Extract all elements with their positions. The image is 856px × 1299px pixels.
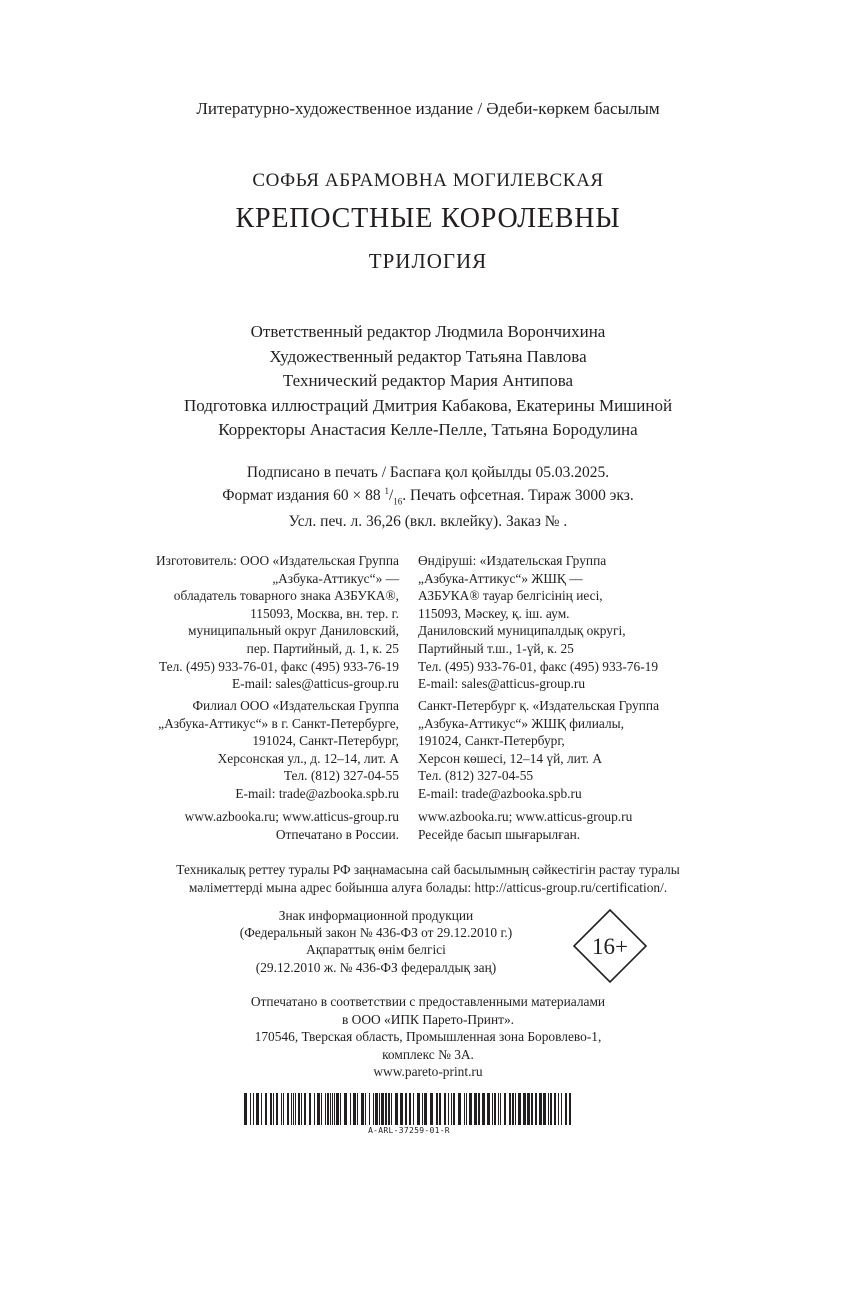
manufacturer-line: E-mail: sales@atticus-group.ru xyxy=(418,676,586,692)
barcode-bar xyxy=(444,1093,446,1125)
barcode-bar xyxy=(332,1093,333,1125)
barcode-bar xyxy=(474,1093,477,1125)
barcode-bar xyxy=(369,1093,370,1125)
barcode-bar xyxy=(334,1093,335,1125)
format-slash: / xyxy=(388,487,394,505)
manufacturer-line: Даниловский муниципалдық округі, xyxy=(418,623,626,639)
websites-line: www.azbooka.ru; www.atticus-group.ru xyxy=(184,809,399,824)
branch-line: Филиал ООО «Издательская Группа xyxy=(192,698,399,713)
barcode-bar xyxy=(451,1093,452,1125)
barcode-bar xyxy=(413,1093,414,1125)
barcode-bar xyxy=(379,1093,380,1125)
barcode-bar xyxy=(295,1093,296,1125)
barcode-bar xyxy=(291,1093,292,1125)
print-sheets: Усл. печ. л. 36,26 (вкл. вклейку). Заказ № . xyxy=(288,513,568,531)
barcode-bar xyxy=(325,1093,326,1125)
barcode-bar xyxy=(458,1093,461,1125)
credit-line: Ответственный редактор Людмила Ворончихина xyxy=(250,322,606,341)
barcode-bar xyxy=(500,1093,501,1125)
printed-in-line: Ресейде басып шығарылған. xyxy=(418,826,581,842)
barcode-bar xyxy=(448,1093,449,1125)
barcode-bar xyxy=(518,1093,521,1125)
manufacturer-line: муниципальный округ Даниловский, xyxy=(188,623,399,639)
barcode-bar xyxy=(327,1093,329,1125)
barcode-bar xyxy=(350,1093,351,1125)
manufacturer-line: обладатель товарного знака АЗБУКА®, xyxy=(173,588,399,604)
branch-block-ru xyxy=(60,697,399,803)
barcode-bar xyxy=(330,1093,331,1125)
barcode-bar xyxy=(405,1093,407,1125)
barcode-bar xyxy=(276,1093,278,1125)
barcode-bar xyxy=(391,1093,392,1125)
barcode-bar xyxy=(417,1093,420,1125)
barcode-bar xyxy=(464,1093,465,1125)
barcode-bar xyxy=(565,1093,567,1125)
manufacturer-line: „Азбука-Аттикус“» ЖШҚ — xyxy=(418,570,583,586)
barcode-bar xyxy=(357,1093,358,1125)
barcode-bar xyxy=(523,1093,526,1125)
manufacturer-line: АЗБУКА® тауар белгісінің иесі, xyxy=(418,588,603,604)
branch-line: E-mail: trade@azbooka.spb.ru xyxy=(235,785,399,801)
barcode-bar xyxy=(561,1093,562,1125)
barcode-bar xyxy=(453,1093,455,1125)
certification-line: Техникалық реттеу туралы РФ заңнамасына сай басылымның сәйкестігін растау туралы xyxy=(176,862,680,877)
websites-block-ru xyxy=(60,808,399,843)
manufacturer-line: E-mail: sales@atticus-group.ru xyxy=(231,676,399,692)
signed-date: Подписано в печать / Баспаға қол қойылды 05.03.2025. xyxy=(246,464,610,481)
manufacturer-line: 115093, Мәскеу, қ. іш. аум. xyxy=(418,605,570,621)
barcode-bar xyxy=(298,1093,300,1125)
barcode-bar xyxy=(400,1093,403,1125)
barcode-bar xyxy=(270,1093,272,1125)
manufacturer-line: пер. Партийный, д. 1, к. 25 xyxy=(246,640,399,656)
barcode-bar xyxy=(478,1093,480,1125)
manufacturer-line: „Азбука-Аттикус“» — xyxy=(272,570,399,586)
barcode-bar xyxy=(365,1093,366,1125)
barcode-bar xyxy=(543,1093,546,1125)
branch-line: Тел. (812) 327-04-55 xyxy=(283,768,399,784)
manufacturer-line: Өндіруші: «Издательская Группа xyxy=(418,553,607,568)
branch-line: „Азбука-Аттикус“» ЖШҚ филиалы, xyxy=(418,715,624,731)
branch-line: E-mail: trade@azbooka.spb.ru xyxy=(418,785,582,801)
info-sign-line: (29.12.2010 ж. № 436-ФЗ федералдық заң) xyxy=(255,959,497,975)
barcode-bar xyxy=(309,1093,311,1125)
barcode-bar xyxy=(487,1093,490,1125)
credit-line: Подготовка иллюстраций Дмитрия Кабакова, Екатерины Мишиной xyxy=(183,395,673,415)
printer-line: комплекс № 3А. xyxy=(382,1046,474,1062)
branch-line: 191024, Санкт-Петербург, xyxy=(418,733,565,749)
barcode-bar xyxy=(531,1093,533,1125)
barcode-label: A-ARL-37259-01-R xyxy=(368,1126,450,1135)
barcode-bar xyxy=(494,1093,496,1125)
barcode-bar xyxy=(498,1093,499,1125)
manufacturer-line: Изготовитель: ООО «Издательская Группа xyxy=(156,553,399,568)
barcode-bar xyxy=(409,1093,411,1125)
barcode-bar xyxy=(253,1093,254,1125)
publication-info xyxy=(0,463,856,531)
credit-line: Художественный редактор Татьяна Павлова xyxy=(269,346,587,366)
barcode-bar xyxy=(244,1093,247,1125)
barcode-bar xyxy=(466,1093,467,1125)
branch-line: Херсонская ул., д. 12–14, лит. А xyxy=(217,750,399,766)
barcode-bar xyxy=(287,1093,289,1125)
barcode-bar xyxy=(321,1093,322,1125)
format-denominator: 16 xyxy=(393,496,403,507)
printer-line: в ООО «ИПК Парето-Принт». xyxy=(341,1011,515,1027)
barcode-bar xyxy=(304,1093,306,1125)
barcode-bar xyxy=(261,1093,262,1125)
barcode-bar xyxy=(569,1093,571,1125)
barcode-bar xyxy=(340,1093,341,1125)
printer-line: www.pareto-print.ru xyxy=(373,1064,483,1080)
manufacturer-line: Партийный т.ш., 1-үй, к. 25 xyxy=(418,640,574,656)
barcode-bar xyxy=(314,1093,315,1125)
barcode-bar xyxy=(512,1093,514,1125)
barcode-bar xyxy=(385,1093,387,1125)
book-subtitle: ТРИЛОГИЯ xyxy=(368,249,488,273)
branch-line: 191024, Санкт-Петербург, xyxy=(252,733,399,749)
barcode-bar xyxy=(424,1093,427,1125)
barcode-bar xyxy=(381,1093,384,1125)
websites-block-kz xyxy=(418,808,818,843)
info-product-sign xyxy=(160,907,592,976)
info-sign-line: (Федеральный закон № 436-ФЗ от 29.12.2010 г.) xyxy=(239,925,513,941)
printed-in-line: Отпечатано в России. xyxy=(275,826,399,842)
barcode-bar xyxy=(509,1093,511,1125)
barcode-bar xyxy=(548,1093,549,1125)
branch-block-kz xyxy=(418,697,818,803)
barcode-bar xyxy=(539,1093,542,1125)
barcode-bar xyxy=(535,1093,537,1125)
barcode-bar xyxy=(482,1093,485,1125)
barcode-bar xyxy=(469,1093,472,1125)
barcode-bar xyxy=(256,1093,259,1125)
credit-line: Технический редактор Мария Антипова xyxy=(282,371,574,391)
barcode-bar xyxy=(317,1093,320,1125)
printer-line: Отпечатано в соответствии с предоставленными материалами xyxy=(250,994,606,1009)
edition-format xyxy=(0,482,856,512)
format-prefix: Формат издания 60 × 88 xyxy=(222,487,385,505)
barcode-bar xyxy=(395,1093,398,1125)
manufacturer-line: Тел. (495) 933-76-01, факс (495) 933-76-19 xyxy=(158,658,399,674)
barcode-bar xyxy=(504,1093,506,1125)
author-name: СОФЬЯ АБРАМОВНА МОГИЛЕВСКАЯ xyxy=(252,170,604,191)
branch-line: „Азбука-Аттикус“» в г. Санкт-Петербурге, xyxy=(158,715,399,731)
credits xyxy=(0,320,856,443)
websites-line: www.azbooka.ru; www.atticus-group.ru xyxy=(418,809,633,824)
barcode-bar xyxy=(353,1093,356,1125)
barcode-bar xyxy=(361,1093,364,1125)
barcode-bar xyxy=(336,1093,339,1125)
format-suffix: . Печать офсетная. Тираж 3000 экз. xyxy=(402,487,634,505)
barcode-icon xyxy=(244,1093,574,1125)
format-numerator: 1 xyxy=(384,486,389,497)
age-rating-badge xyxy=(572,908,648,984)
book-title: КРЕПОСТНЫЕ КОРОЛЕВНЫ xyxy=(235,203,621,234)
edition-type: Литературно-художественное издание / Әдеби-көркем басылым xyxy=(196,99,660,118)
barcode-bar xyxy=(283,1093,284,1125)
barcode-bar xyxy=(550,1093,552,1125)
barcode-bar xyxy=(373,1093,374,1125)
barcode-bar xyxy=(344,1093,347,1125)
branch-line: Санкт-Петербург қ. «Издательская Группа xyxy=(418,698,660,713)
manufacturer-block-kz xyxy=(418,552,818,693)
barcode-bar xyxy=(558,1093,559,1125)
manufacturer-line: Тел. (495) 933-76-01, факс (495) 933-76-19 xyxy=(418,658,659,674)
barcode-bar xyxy=(388,1093,390,1125)
barcode-bar xyxy=(293,1093,294,1125)
barcode-bar xyxy=(436,1093,438,1125)
age-rating-label: 16+ xyxy=(592,934,628,959)
barcode-bar xyxy=(430,1093,433,1125)
barcode-bar xyxy=(301,1093,302,1125)
barcode-bar xyxy=(375,1093,378,1125)
manufacturer-block-ru xyxy=(60,552,399,693)
barcode-bar xyxy=(422,1093,423,1125)
info-sign-line: Ақпараттық өнім белгісі xyxy=(306,942,446,958)
printer-line: 170546, Тверская область, Промышленная зона Боровлево-1, xyxy=(254,1029,602,1045)
barcode-bar xyxy=(273,1093,274,1125)
branch-line: Тел. (812) 327-04-55 xyxy=(418,768,534,784)
barcode-bar xyxy=(265,1093,267,1125)
printer-info xyxy=(0,993,856,1081)
barcode-bar xyxy=(250,1093,251,1125)
certification-line: мәліметтерді мына адрес бойынша алуға болады: http://atticus-group.ru/certification/. xyxy=(188,879,668,895)
info-sign-line: Знак информационной продукции xyxy=(278,908,474,923)
barcode-bar xyxy=(554,1093,556,1125)
branch-line: Херсон көшесі, 12–14 үй, лит. А xyxy=(418,750,603,766)
barcode-bar xyxy=(527,1093,530,1125)
barcode-bar xyxy=(281,1093,282,1125)
barcode-bar xyxy=(439,1093,441,1125)
certification-note xyxy=(0,861,856,896)
barcode-bar xyxy=(492,1093,493,1125)
manufacturer-line: 115093, Москва, вн. тер. г. xyxy=(250,605,399,621)
barcode-bar xyxy=(515,1093,516,1125)
credit-line: Корректоры Анастасия Келле-Пелле, Татьяна Бородулина xyxy=(218,420,638,440)
